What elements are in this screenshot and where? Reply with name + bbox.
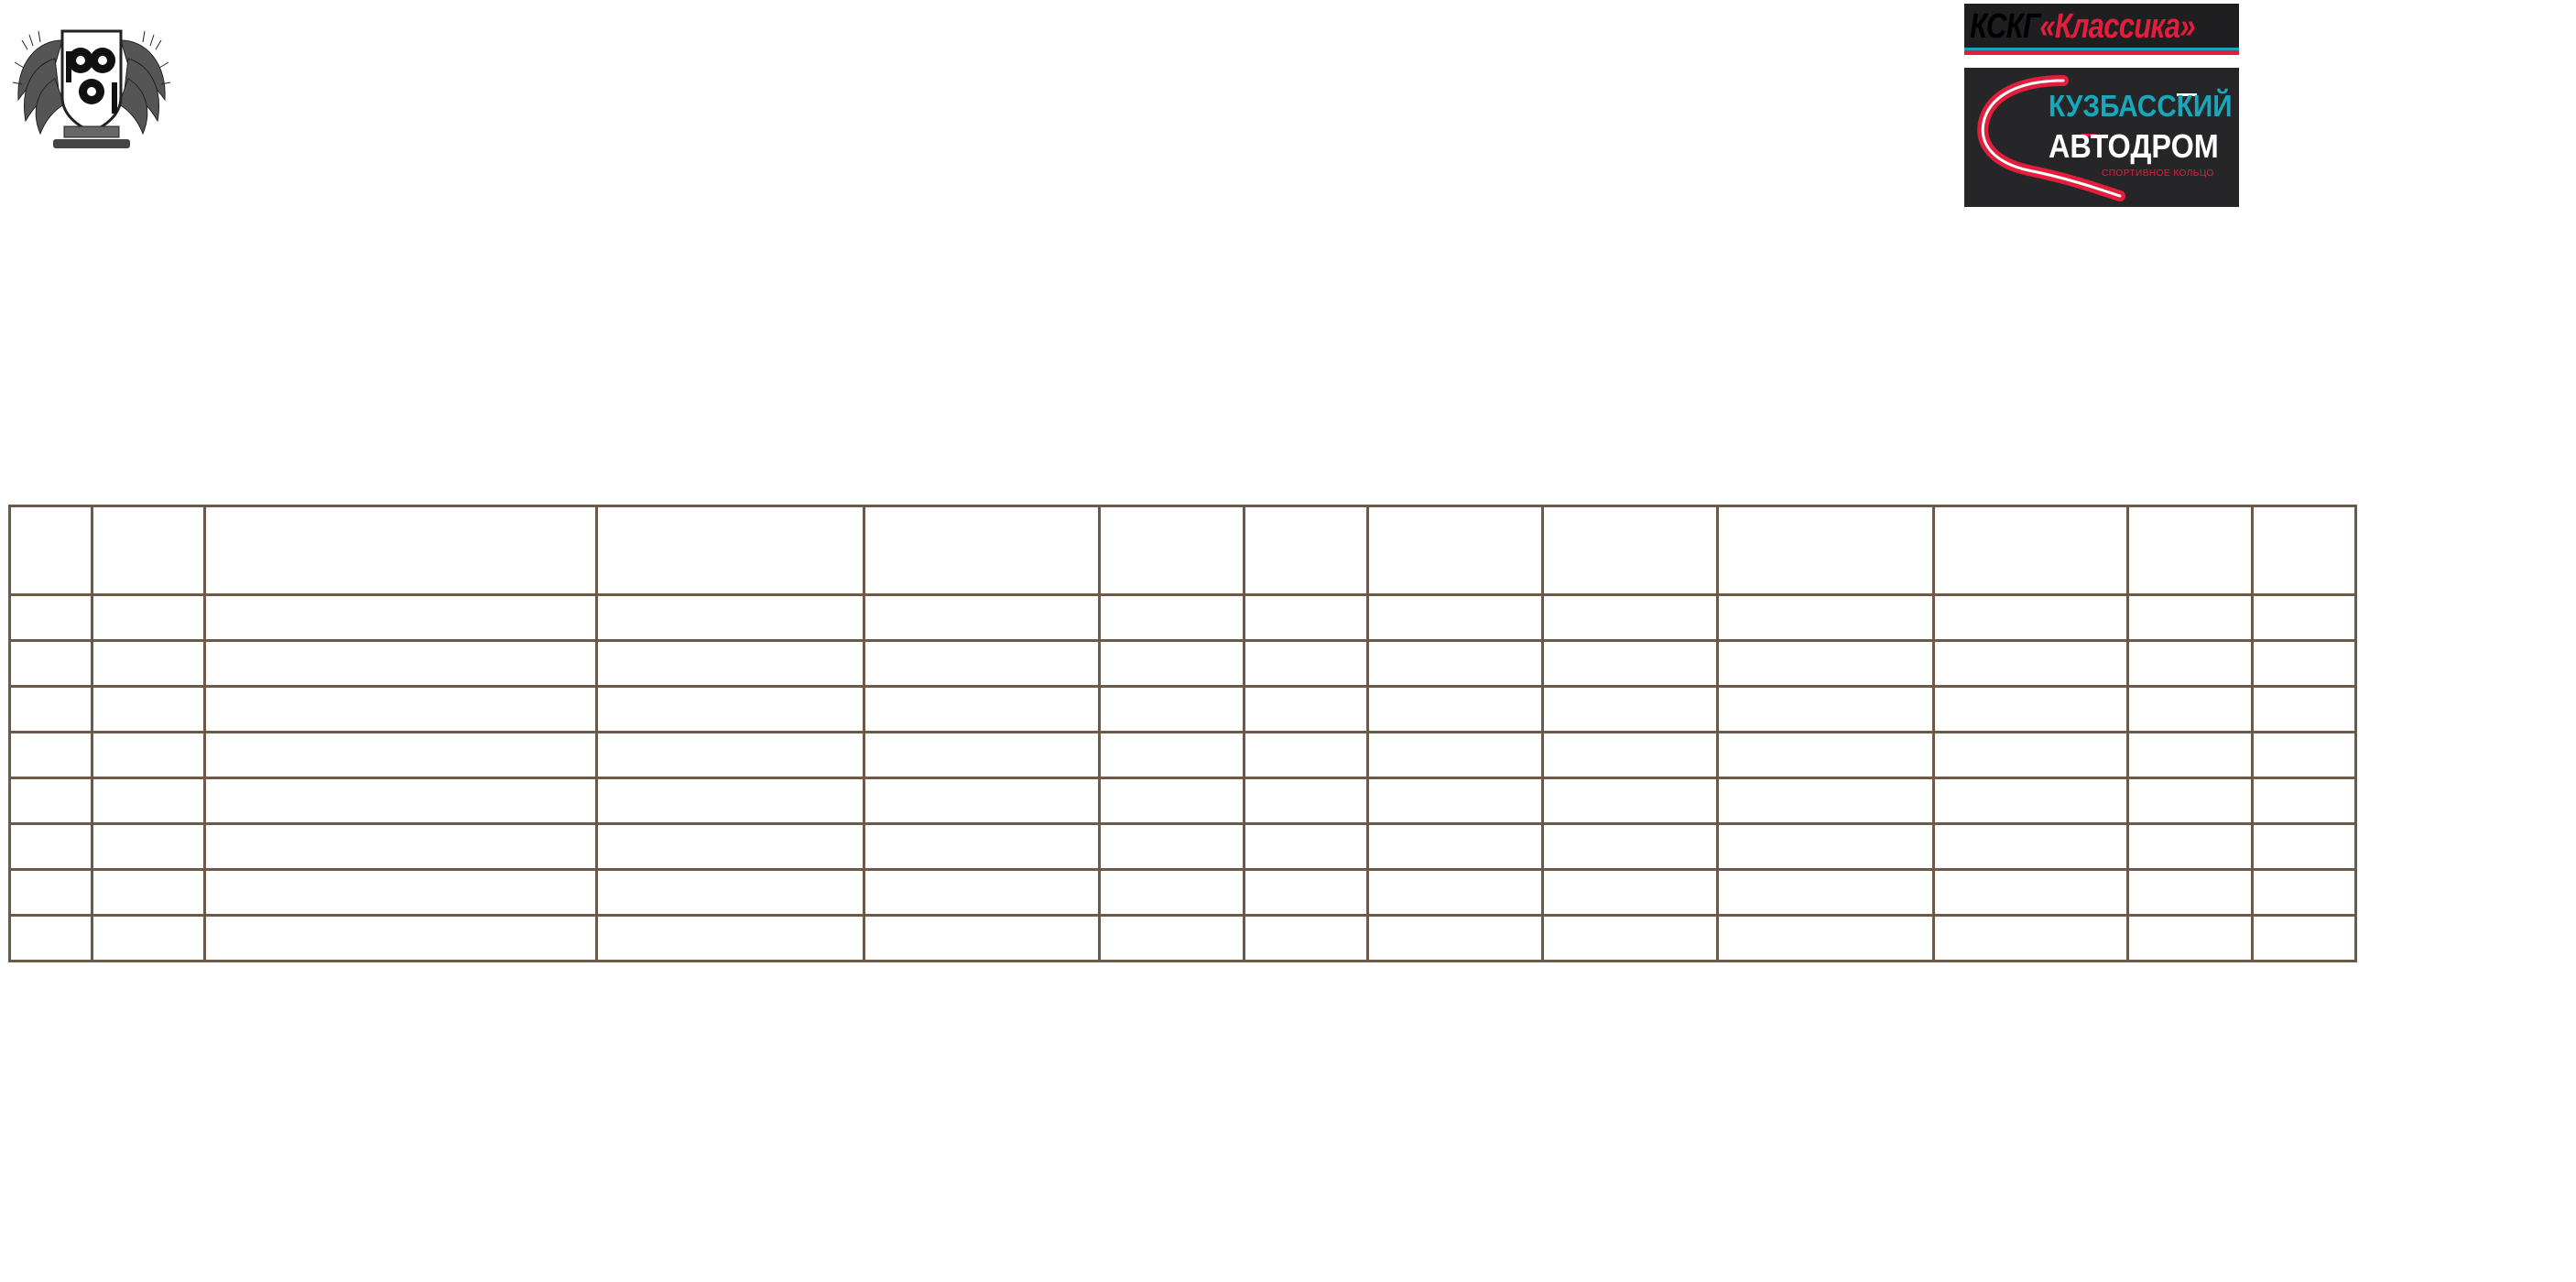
table-cell: [597, 870, 864, 916]
table-header-cell: [2128, 506, 2253, 595]
table-cell: [1718, 687, 1934, 733]
table-cell: [1368, 733, 1543, 778]
table-cell: [1245, 824, 1368, 870]
table-cell: [92, 824, 205, 870]
table-row: [10, 733, 2356, 778]
table-cell: [1368, 870, 1543, 916]
table-cell: [2253, 778, 2356, 824]
table-cell: [1934, 870, 2128, 916]
table-cell: [10, 916, 92, 962]
kskg-red-stripe: [1964, 50, 2239, 55]
autodrom-title: АВТОДРОМ: [2049, 127, 2219, 165]
table-header-cell: [1718, 506, 1934, 595]
table-header-cell: [864, 506, 1100, 595]
table-cell: [92, 916, 205, 962]
table-cell: [597, 778, 864, 824]
table-cell: [2128, 916, 2253, 962]
kskg-classic-logo: [1964, 4, 2239, 55]
table-cell: [1934, 595, 2128, 641]
table-cell: [597, 595, 864, 641]
table-cell: [1245, 778, 1368, 824]
table-cell: [864, 733, 1100, 778]
table-cell: [2128, 733, 2253, 778]
table-cell: [205, 870, 597, 916]
table-cell: [92, 687, 205, 733]
table-cell: [864, 870, 1100, 916]
table-cell: [2128, 595, 2253, 641]
table-cell: [1543, 824, 1718, 870]
table-cell: [205, 916, 597, 962]
raf-emblem-icon: [9, 13, 174, 155]
table-header-cell: [1934, 506, 2128, 595]
results-table: [8, 505, 2357, 962]
table-cell: [597, 641, 864, 687]
table-cell: [864, 687, 1100, 733]
table-cell: [2253, 733, 2356, 778]
table-header-row: [10, 506, 2356, 595]
table-cell: [1543, 916, 1718, 962]
table-cell: [92, 733, 205, 778]
table-cell: [1718, 916, 1934, 962]
table-cell: [10, 870, 92, 916]
table-cell: [1543, 733, 1718, 778]
table-cell: [1718, 641, 1934, 687]
table-cell: [1100, 733, 1245, 778]
table-cell: [1543, 595, 1718, 641]
table-header-cell: [1543, 506, 1718, 595]
table-cell: [1245, 733, 1368, 778]
table-cell: [1245, 870, 1368, 916]
table-row: [10, 916, 2356, 962]
table-cell: [1245, 916, 1368, 962]
table-cell: [1543, 641, 1718, 687]
table-cell: [92, 778, 205, 824]
table-cell: [1245, 687, 1368, 733]
kuzbass-autodrom-logo: [1964, 68, 2239, 207]
kskg-logo-text: [1970, 5, 2195, 48]
table-cell: [1543, 778, 1718, 824]
table-cell: [92, 595, 205, 641]
table-row: [10, 778, 2356, 824]
table-cell: [1934, 824, 2128, 870]
table-cell: [10, 824, 92, 870]
table-cell: [2128, 778, 2253, 824]
table-cell: [1368, 687, 1543, 733]
table-cell: [205, 733, 597, 778]
kuzbass-title: КУЗБАССКИЙ: [2049, 89, 2233, 123]
table-cell: [1934, 778, 2128, 824]
table-cell: [2253, 641, 2356, 687]
table-cell: [597, 687, 864, 733]
table-cell: [2253, 870, 2356, 916]
table-cell: [1245, 595, 1368, 641]
table-row: [10, 641, 2356, 687]
table-header-cell: [1100, 506, 1245, 595]
table-row: [10, 595, 2356, 641]
raf-emblem-logo: [9, 13, 174, 155]
table-header-cell: [597, 506, 864, 595]
table-cell: [1543, 687, 1718, 733]
table-header-cell: [1245, 506, 1368, 595]
table-cell: [597, 733, 864, 778]
table-cell: [10, 641, 92, 687]
table-cell: [1368, 916, 1543, 962]
table-header-cell: [92, 506, 205, 595]
table-cell: [2128, 687, 2253, 733]
table-cell: [1100, 870, 1245, 916]
table-header-cell: [1368, 506, 1543, 595]
sport-ring-subtitle: СПОРТИВНОЕ КОЛЬЦО: [2102, 168, 2214, 179]
table-cell: [10, 733, 92, 778]
table-cell: [1100, 641, 1245, 687]
table-cell: [1368, 824, 1543, 870]
table-cell: [92, 870, 205, 916]
table-cell: [205, 641, 597, 687]
table-cell: [1718, 824, 1934, 870]
table-header-cell: [2253, 506, 2356, 595]
table-cell: [2128, 641, 2253, 687]
table-cell: [1718, 595, 1934, 641]
table-cell: [2253, 595, 2356, 641]
table-cell: [205, 778, 597, 824]
table-row: [10, 824, 2356, 870]
table-cell: [864, 824, 1100, 870]
table-cell: [2128, 870, 2253, 916]
table-row: [10, 687, 2356, 733]
table-cell: [597, 916, 864, 962]
table-cell: [10, 687, 92, 733]
table-header-cell: [205, 506, 597, 595]
table-cell: [1934, 733, 2128, 778]
table-header-cell: [10, 506, 92, 595]
table-cell: [1718, 733, 1934, 778]
table-cell: [864, 916, 1100, 962]
table-cell: [2253, 916, 2356, 962]
table-cell: [1100, 687, 1245, 733]
table-cell: [92, 641, 205, 687]
table-cell: [1100, 824, 1245, 870]
table-cell: [1718, 870, 1934, 916]
table-cell: [1934, 687, 2128, 733]
kskg-abbr: КСКГ: [1970, 7, 2040, 46]
table-cell: [1934, 641, 2128, 687]
table-cell: [864, 778, 1100, 824]
table-cell: [1934, 916, 2128, 962]
table-cell: [10, 778, 92, 824]
table-cell: [1368, 595, 1543, 641]
table-cell: [1245, 641, 1368, 687]
table-cell: [1100, 778, 1245, 824]
table-cell: [10, 595, 92, 641]
table-cell: [1368, 778, 1543, 824]
table-cell: [1718, 778, 1934, 824]
table-cell: [2253, 687, 2356, 733]
table-row: [10, 870, 2356, 916]
table-cell: [205, 824, 597, 870]
table-cell: [597, 824, 864, 870]
table-cell: [864, 595, 1100, 641]
table-cell: [864, 641, 1100, 687]
kskg-name: «Классика»: [2039, 7, 2195, 46]
table-cell: [1100, 916, 1245, 962]
table-cell: [1543, 870, 1718, 916]
table-cell: [2128, 824, 2253, 870]
table-cell: [205, 687, 597, 733]
table-cell: [2253, 824, 2356, 870]
table-cell: [1368, 641, 1543, 687]
table-cell: [1100, 595, 1245, 641]
table-cell: [205, 595, 597, 641]
